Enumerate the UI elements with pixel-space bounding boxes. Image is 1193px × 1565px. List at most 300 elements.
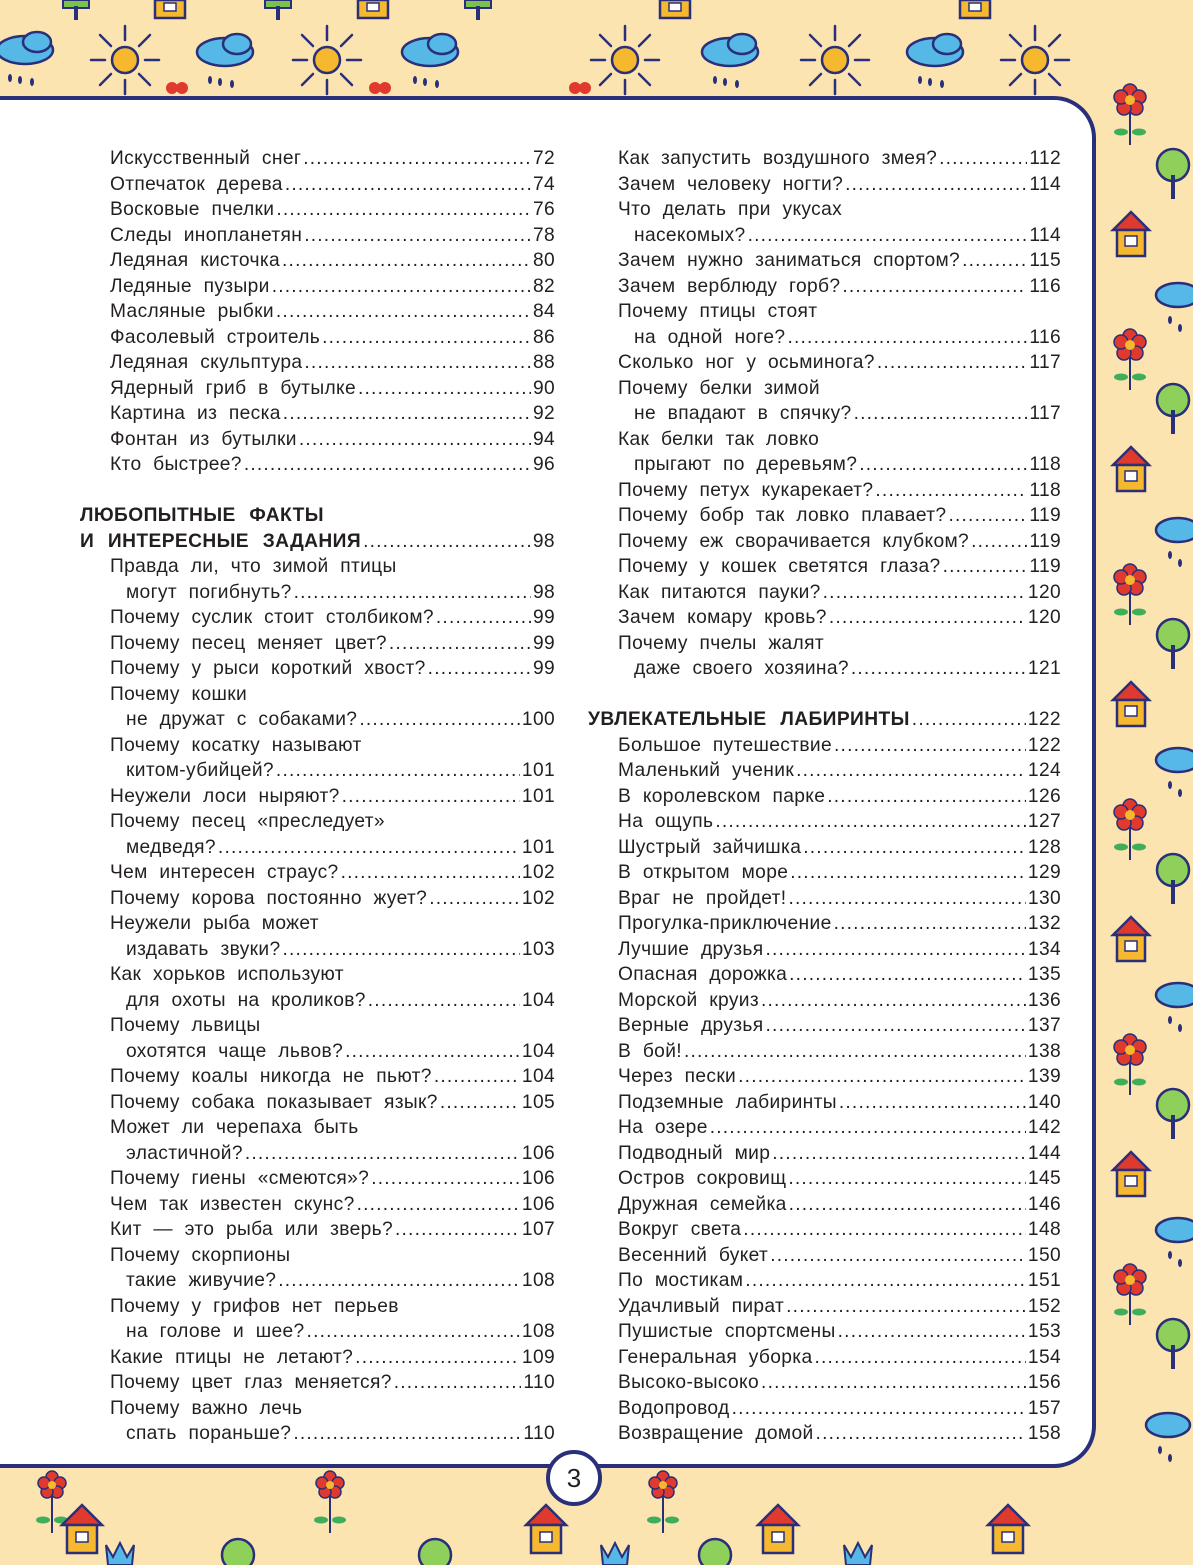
- toc-entry[interactable]: [80, 631, 555, 657]
- section-title-text: ЛЮБОПЫТНЫЕ ФАКТЫ: [80, 505, 324, 526]
- dot-leader: [912, 707, 1026, 733]
- toc-entry-title-line1: Правда ли, что зимой птицы: [110, 556, 397, 577]
- toc-entry[interactable]: [588, 1013, 1061, 1039]
- flower-icon: [1114, 1034, 1146, 1095]
- toc-entry-title: Маленький ученик: [618, 760, 795, 781]
- toc-entry[interactable]: [80, 1090, 555, 1116]
- toc-entry-title: Через пески: [618, 1066, 737, 1087]
- toc-entry[interactable]: [588, 1166, 1061, 1192]
- toc-entry[interactable]: [588, 350, 1061, 376]
- toc-entry[interactable]: [588, 1115, 1061, 1141]
- toc-entry-title: Весенний букет: [618, 1244, 769, 1266]
- toc-entry[interactable]: [80, 325, 555, 351]
- dot-leader: [772, 1141, 1026, 1167]
- toc-entry[interactable]: [80, 1243, 555, 1294]
- toc-entry-page: 126: [1027, 785, 1061, 807]
- toc-entry-page: 108: [521, 1270, 555, 1291]
- toc-entry-title-line1: Почему пчелы жалят: [618, 632, 824, 654]
- toc-entry-title: Остров сокровищ: [618, 1168, 787, 1189]
- toc-entry-page: 119: [1029, 556, 1061, 577]
- dot-leader: [276, 299, 531, 325]
- tree-icon: [699, 1539, 731, 1565]
- toc-entry[interactable]: [588, 529, 1061, 555]
- toc-entry-title: В королевском парке: [618, 785, 826, 807]
- dot-leader: [434, 1064, 520, 1090]
- toc-entry[interactable]: [588, 427, 1061, 478]
- toc-entry[interactable]: [80, 1192, 555, 1218]
- toc-entry-page: 104: [521, 1040, 555, 1062]
- toc-entry[interactable]: [588, 605, 1061, 631]
- toc-entry-page: 145: [1027, 1168, 1061, 1189]
- dot-leader: [394, 1370, 522, 1396]
- toc-entry[interactable]: [588, 1370, 1061, 1396]
- toc-entry-title-line1: Почему важно лечь: [110, 1397, 303, 1419]
- toc-entry[interactable]: [80, 1370, 555, 1396]
- toc-entry[interactable]: [80, 223, 555, 249]
- toc-entry[interactable]: [80, 911, 555, 962]
- dot-leader: [939, 146, 1027, 172]
- toc-entry-page: 74: [532, 173, 555, 195]
- toc-entry[interactable]: [588, 758, 1061, 784]
- dot-leader: [803, 835, 1026, 861]
- toc-entry-title: Верные друзья: [618, 1015, 764, 1036]
- toc-entry-page: 103: [521, 938, 555, 960]
- toc-entry[interactable]: [588, 1396, 1061, 1422]
- dot-leader: [834, 911, 1026, 937]
- dot-leader: [276, 197, 531, 223]
- toc-entry-title: Как питаются пауки?: [618, 581, 821, 603]
- dot-leader: [357, 1192, 520, 1218]
- toc-entry[interactable]: [588, 197, 1061, 248]
- toc-entry-page: 129: [1027, 862, 1061, 883]
- dot-leader: [766, 937, 1026, 963]
- toc-entry-page: 94: [532, 428, 555, 450]
- dot-leader: [272, 274, 531, 300]
- dot-leader: [971, 529, 1027, 555]
- toc-entry[interactable]: [588, 1039, 1061, 1065]
- toc-entry-page: 157: [1027, 1397, 1061, 1419]
- toc-entry-page: 132: [1027, 913, 1061, 934]
- toc-entry[interactable]: [80, 605, 555, 631]
- dot-leader: [285, 172, 531, 198]
- toc-entry-title-line2: на одной ноге?: [634, 326, 786, 348]
- toc-entry-title-line2: могут погибнуть?: [126, 581, 292, 603]
- toc-entry-title: Враг не пройдет!: [618, 887, 787, 909]
- tree-icon: [1157, 619, 1189, 669]
- tree-icon: [1157, 149, 1189, 199]
- dot-leader: [303, 146, 531, 172]
- toc-entry-page: 117: [1029, 403, 1061, 424]
- toc-entry-title: Генеральная уборка: [618, 1346, 813, 1368]
- toc-entry-title: Почему у кошек светятся глаза?: [618, 556, 941, 577]
- toc-entry-title: Почему цвет глаз меняется?: [110, 1372, 392, 1393]
- dot-leader: [358, 376, 531, 402]
- toc-entry-page: 120: [1027, 581, 1061, 603]
- toc-entry[interactable]: [80, 197, 555, 223]
- toc-entry-title-line1: Почему скорпионы: [110, 1244, 291, 1266]
- dot-leader: [788, 886, 1025, 912]
- toc-entry-title: Какие птицы не летают?: [110, 1346, 354, 1368]
- toc-entry-title: Почему коалы никогда не пьют?: [110, 1066, 432, 1087]
- toc-entry-title: Фасолевый строитель: [110, 326, 321, 348]
- toc-entry-title-line1: Почему у грифов нет перьев: [110, 1295, 399, 1317]
- toc-entry[interactable]: [80, 1064, 555, 1090]
- toc-entry-page: 136: [1027, 989, 1061, 1011]
- toc-entry-title: Почему суслик стоит столбиком?: [110, 607, 434, 628]
- dot-leader: [436, 605, 531, 631]
- house-icon: [526, 1505, 566, 1553]
- dot-leader: [278, 1268, 520, 1294]
- dot-leader: [293, 1421, 521, 1447]
- tree-icon: [465, 0, 491, 20]
- toc-entry-title-line2: даже своего хозяина?: [634, 658, 849, 679]
- toc-entry[interactable]: [80, 1166, 555, 1192]
- toc-entry[interactable]: [588, 1268, 1061, 1294]
- tree-icon: [1157, 1319, 1189, 1369]
- dot-leader: [244, 452, 531, 478]
- toc-entry-title: Почему у рыси короткий хвост?: [110, 658, 426, 679]
- toc-entry-title: Почему собака показывает язык?: [110, 1091, 438, 1113]
- section-title-text: УВЛЕКАТЕЛЬНЫЕ ЛАБИРИНТЫ: [588, 709, 910, 730]
- dot-leader: [304, 223, 531, 249]
- toc-entry[interactable]: [588, 172, 1061, 198]
- toc-entry-title: По мостикам: [618, 1270, 744, 1291]
- toc-entry[interactable]: [588, 503, 1061, 529]
- dot-leader: [948, 503, 1027, 529]
- toc-entry-title: Почему гиены «смеются»?: [110, 1168, 370, 1189]
- toc-entry-page: 118: [1029, 479, 1061, 501]
- toc-entry-title: Ледяная кисточка: [110, 250, 281, 271]
- toc-entry[interactable]: [80, 682, 555, 733]
- toc-entry-title: Возвращение домой: [618, 1423, 814, 1444]
- toc-entry-page: 121: [1027, 658, 1061, 679]
- toc-entry[interactable]: [80, 962, 555, 1013]
- house-icon: [1113, 1152, 1149, 1196]
- toc-entry[interactable]: [588, 1064, 1061, 1090]
- toc-entry-page: 138: [1027, 1040, 1061, 1062]
- toc-entry-page: 158: [1027, 1423, 1061, 1444]
- rain-cloud-icon: [1156, 1218, 1193, 1267]
- house-icon: [1113, 212, 1149, 256]
- toc-entry-title-line2: издавать звуки?: [126, 938, 281, 960]
- toc-entry-page: 119: [1029, 505, 1061, 526]
- page-number-badge: 3: [546, 1450, 602, 1506]
- toc-entry-page: 76: [532, 199, 555, 220]
- toc-entry[interactable]: [588, 911, 1061, 937]
- toc-entry[interactable]: [588, 1141, 1061, 1167]
- toc-entry-page: 153: [1027, 1321, 1061, 1342]
- toc-entry-page: 99: [532, 632, 555, 654]
- toc-entry-title: Водопровод: [618, 1397, 730, 1419]
- toc-entry[interactable]: [80, 1396, 555, 1447]
- toc-entry-page: 151: [1027, 1270, 1061, 1291]
- toc-entry-title: Как запустить воздушного змея?: [618, 148, 938, 169]
- dot-leader: [299, 427, 531, 453]
- tree-icon: [1157, 384, 1189, 434]
- toc-entry-page: 110: [523, 1372, 555, 1393]
- dot-leader: [761, 1370, 1026, 1396]
- rain-cloud-icon: [1156, 983, 1193, 1032]
- toc-entry-title: Зачем человеку ногти?: [618, 173, 844, 195]
- toc-entry[interactable]: [80, 784, 555, 810]
- toc-entry[interactable]: [80, 401, 555, 427]
- toc-entry-page: 130: [1027, 887, 1061, 909]
- toc-entry-page: 99: [532, 607, 555, 628]
- toc-entry-title: Фонтан из бутылки: [110, 428, 297, 450]
- dot-leader: [342, 784, 520, 810]
- toc-entry-title-line2: для охоты на кроликов?: [126, 989, 366, 1011]
- toc-left-column: [80, 146, 555, 1447]
- dot-leader: [363, 529, 531, 555]
- toc-entry-page: 101: [521, 836, 555, 858]
- toc-entry-title-line1: Как белки так ловко: [618, 428, 820, 450]
- dot-leader: [761, 988, 1026, 1014]
- toc-entry-title: Опасная дорожка: [618, 964, 788, 985]
- dot-leader: [748, 223, 1028, 249]
- toc-entry-title: Следы инопланетян: [110, 224, 303, 246]
- toc-entry-page: 106: [521, 1168, 555, 1189]
- toc-entry[interactable]: [80, 809, 555, 860]
- flower-icon: [1114, 564, 1146, 625]
- toc-entry-title-line1: Почему птицы стоят: [618, 301, 818, 322]
- dot-leader: [738, 1064, 1026, 1090]
- toc-entry[interactable]: [588, 1192, 1061, 1218]
- section-title-line2: [80, 529, 555, 555]
- toc-entry[interactable]: [588, 248, 1061, 274]
- house-icon: [62, 1505, 102, 1553]
- toc-entry-title-line1: Почему белки зимой: [618, 377, 820, 399]
- toc-entry[interactable]: [588, 631, 1061, 682]
- rain-cloud-icon: [1156, 748, 1193, 797]
- rain-cloud-icon: [0, 32, 53, 86]
- toc-entry-title-line2: эластичной?: [126, 1142, 243, 1164]
- toc-entry-title-line1: Почему львицы: [110, 1015, 261, 1036]
- dot-leader: [770, 1243, 1026, 1269]
- dot-leader: [829, 605, 1026, 631]
- house-icon: [1113, 447, 1149, 491]
- toc-entry-title: Неужели лоси ныряют?: [110, 785, 340, 807]
- toc-entry-title-line1: Что делать при укусах: [618, 199, 843, 220]
- toc-entry[interactable]: [588, 299, 1061, 350]
- toc-entry[interactable]: [588, 962, 1061, 988]
- toc-entry-title: Прогулка-приключение: [618, 913, 832, 934]
- toc-entry[interactable]: [80, 1217, 555, 1243]
- dot-leader: [875, 478, 1027, 504]
- toc-entry[interactable]: [588, 809, 1061, 835]
- toc-entry-title: Подводный мир: [618, 1142, 771, 1164]
- dot-leader: [371, 1166, 520, 1192]
- toc-entry[interactable]: [588, 937, 1061, 963]
- toc-entry-page: 112: [1029, 148, 1061, 169]
- toc-entry-title-line2: такие живучие?: [126, 1270, 277, 1291]
- toc-entry-page: 116: [1029, 326, 1061, 348]
- house-icon: [1113, 682, 1149, 726]
- dot-leader: [827, 784, 1026, 810]
- toc-entry[interactable]: [588, 784, 1061, 810]
- toc-entry-page: 156: [1027, 1372, 1061, 1393]
- toc-entry-title-line2: насекомых?: [634, 224, 746, 246]
- dot-leader: [218, 835, 520, 861]
- toc-entry-page: 134: [1027, 938, 1061, 960]
- toc-entry-title: Кто быстрее?: [110, 454, 242, 475]
- toc-entry-page: 154: [1027, 1346, 1061, 1368]
- toc-entry-title-line2: не дружат с собаками?: [126, 709, 358, 730]
- toc-entry-title: Восковые пчелки: [110, 199, 275, 220]
- dot-leader: [789, 1192, 1026, 1218]
- toc-entry[interactable]: [588, 1421, 1061, 1447]
- toc-entry-page: 100: [521, 709, 555, 730]
- toc-entry-title: Ледяная скульптура: [110, 352, 303, 373]
- toc-entry[interactable]: [588, 376, 1061, 427]
- toc-entry-title: Почему корова постоянно жует?: [110, 887, 428, 909]
- toc-entry-title: Зачем нужно заниматься спортом?: [618, 250, 961, 271]
- house-icon: [758, 1505, 798, 1553]
- house-icon: [358, 0, 388, 18]
- toc-entry[interactable]: [80, 860, 555, 886]
- house-icon: [155, 0, 185, 18]
- toc-entry[interactable]: [588, 1294, 1061, 1320]
- toc-entry-title: Почему бобр так ловко плавает?: [618, 505, 947, 526]
- dot-leader: [838, 1319, 1026, 1345]
- toc-entry[interactable]: [588, 274, 1061, 300]
- dot-leader: [282, 248, 531, 274]
- toc-entry[interactable]: [80, 452, 555, 478]
- toc-entry[interactable]: [80, 656, 555, 682]
- toc-entry[interactable]: [80, 248, 555, 274]
- toc-entry[interactable]: [588, 835, 1061, 861]
- toc-entry-title-line2: спать пораньше?: [126, 1423, 292, 1444]
- toc-entry-page: 104: [521, 989, 555, 1011]
- toc-entry[interactable]: [588, 1090, 1061, 1116]
- toc-entry[interactable]: [588, 860, 1061, 886]
- toc-entry[interactable]: [80, 1294, 555, 1345]
- toc-entry-title: Пушистые спортсмены: [618, 1321, 836, 1342]
- tulip-icon: [601, 1543, 629, 1565]
- toc-entry-title: Подземные лабиринты: [618, 1091, 837, 1113]
- toc-entry-title-line2: прыгают по деревьям?: [634, 454, 858, 475]
- toc-entry-page: 108: [521, 1321, 555, 1342]
- toc-entry[interactable]: [80, 172, 555, 198]
- toc-entry[interactable]: [80, 886, 555, 912]
- sun-icon: [91, 26, 159, 94]
- toc-entry[interactable]: [588, 580, 1061, 606]
- dot-leader: [322, 325, 531, 351]
- toc-entry[interactable]: [80, 1115, 555, 1166]
- tree-icon: [265, 0, 291, 20]
- spacer: [80, 478, 555, 504]
- dot-leader: [389, 631, 531, 657]
- toc-entry[interactable]: [588, 733, 1061, 759]
- rain-cloud-icon: [1156, 283, 1193, 332]
- spacer: [588, 682, 1061, 708]
- toc-entry[interactable]: [80, 376, 555, 402]
- toc-entry-page: 101: [521, 760, 555, 781]
- sun-icon: [293, 26, 361, 94]
- toc-entry[interactable]: [588, 1217, 1061, 1243]
- toc-entry-page: 104: [521, 1066, 555, 1087]
- toc-entry-page: 109: [521, 1346, 555, 1368]
- toc-entry-title: В открытом море: [618, 862, 789, 883]
- toc-entry-page: 114: [1029, 173, 1061, 195]
- dot-leader: [842, 274, 1027, 300]
- toc-entry[interactable]: [80, 554, 555, 605]
- dot-leader: [440, 1090, 520, 1116]
- toc-entry-title: На ощупь: [618, 811, 714, 832]
- toc-entry-title: Шустрый зайчишка: [618, 836, 802, 858]
- toc-entry-title: Почему еж сворачивается клубком?: [618, 530, 970, 552]
- toc-entry-page: 144: [1027, 1142, 1061, 1164]
- toc-entry-page: 122: [1027, 734, 1061, 756]
- toc-entry[interactable]: [588, 886, 1061, 912]
- toc-entry[interactable]: [588, 988, 1061, 1014]
- toc-entry[interactable]: [588, 478, 1061, 504]
- tree-icon: [1157, 1089, 1189, 1139]
- rain-cloud-icon: [1146, 1413, 1190, 1462]
- flower-icon: [314, 1471, 346, 1533]
- toc-entry-page: 101: [521, 785, 555, 807]
- dot-leader: [345, 1039, 520, 1065]
- toc-entry[interactable]: [588, 554, 1061, 580]
- toc-entry[interactable]: [588, 1345, 1061, 1371]
- toc-entry[interactable]: [80, 350, 555, 376]
- toc-entry[interactable]: [588, 146, 1061, 172]
- dot-leader: [787, 325, 1027, 351]
- dot-leader: [786, 1294, 1026, 1320]
- toc-entry[interactable]: [80, 1345, 555, 1371]
- dot-leader: [304, 350, 531, 376]
- dot-leader: [283, 937, 520, 963]
- rain-cloud-icon: [197, 34, 253, 88]
- toc-entry[interactable]: [588, 1319, 1061, 1345]
- toc-entry-page: 90: [532, 377, 555, 399]
- toc-entry[interactable]: [80, 299, 555, 325]
- toc-entry-page: 148: [1027, 1219, 1061, 1240]
- dot-leader: [732, 1396, 1026, 1422]
- toc-entry-page: 120: [1027, 607, 1061, 628]
- dot-leader: [276, 758, 520, 784]
- toc-entry-page: 150: [1027, 1244, 1061, 1266]
- toc-entry-page: 107: [521, 1219, 555, 1240]
- toc-entry[interactable]: [80, 274, 555, 300]
- tulip-icon: [106, 1543, 134, 1565]
- toc-entry-title-line1: Почему песец «преследует»: [110, 811, 385, 832]
- toc-entry[interactable]: [80, 427, 555, 453]
- toc-entry-title: В бой!: [618, 1040, 682, 1062]
- dot-leader: [307, 1319, 520, 1345]
- toc-entry-page: 119: [1029, 530, 1061, 552]
- toc-entry-page: 152: [1027, 1295, 1061, 1317]
- toc-entry[interactable]: [80, 146, 555, 172]
- toc-entry[interactable]: [588, 1243, 1061, 1269]
- section-heading-labyrinths[interactable]: [588, 707, 1061, 733]
- dot-leader: [789, 962, 1026, 988]
- toc-entry-page: 139: [1027, 1066, 1061, 1087]
- toc-entry-title: На озере: [618, 1117, 708, 1138]
- toc-entry-title-line2: медведя?: [126, 836, 216, 858]
- rain-cloud-icon: [1156, 518, 1193, 567]
- flower-icon: [1114, 1264, 1146, 1325]
- toc-entry[interactable]: [80, 733, 555, 784]
- dot-leader: [341, 860, 520, 886]
- toc-entry-title: Зачем комару кровь?: [618, 607, 827, 628]
- toc-entry-page: 118: [1029, 454, 1061, 475]
- tree-icon: [222, 1539, 254, 1565]
- section-heading-facts[interactable]: [80, 503, 555, 554]
- toc-entry-page: 106: [521, 1142, 555, 1164]
- toc-entry[interactable]: [80, 1013, 555, 1064]
- toc-entry-page: 78: [532, 224, 555, 246]
- tulip-icon: [844, 1543, 872, 1565]
